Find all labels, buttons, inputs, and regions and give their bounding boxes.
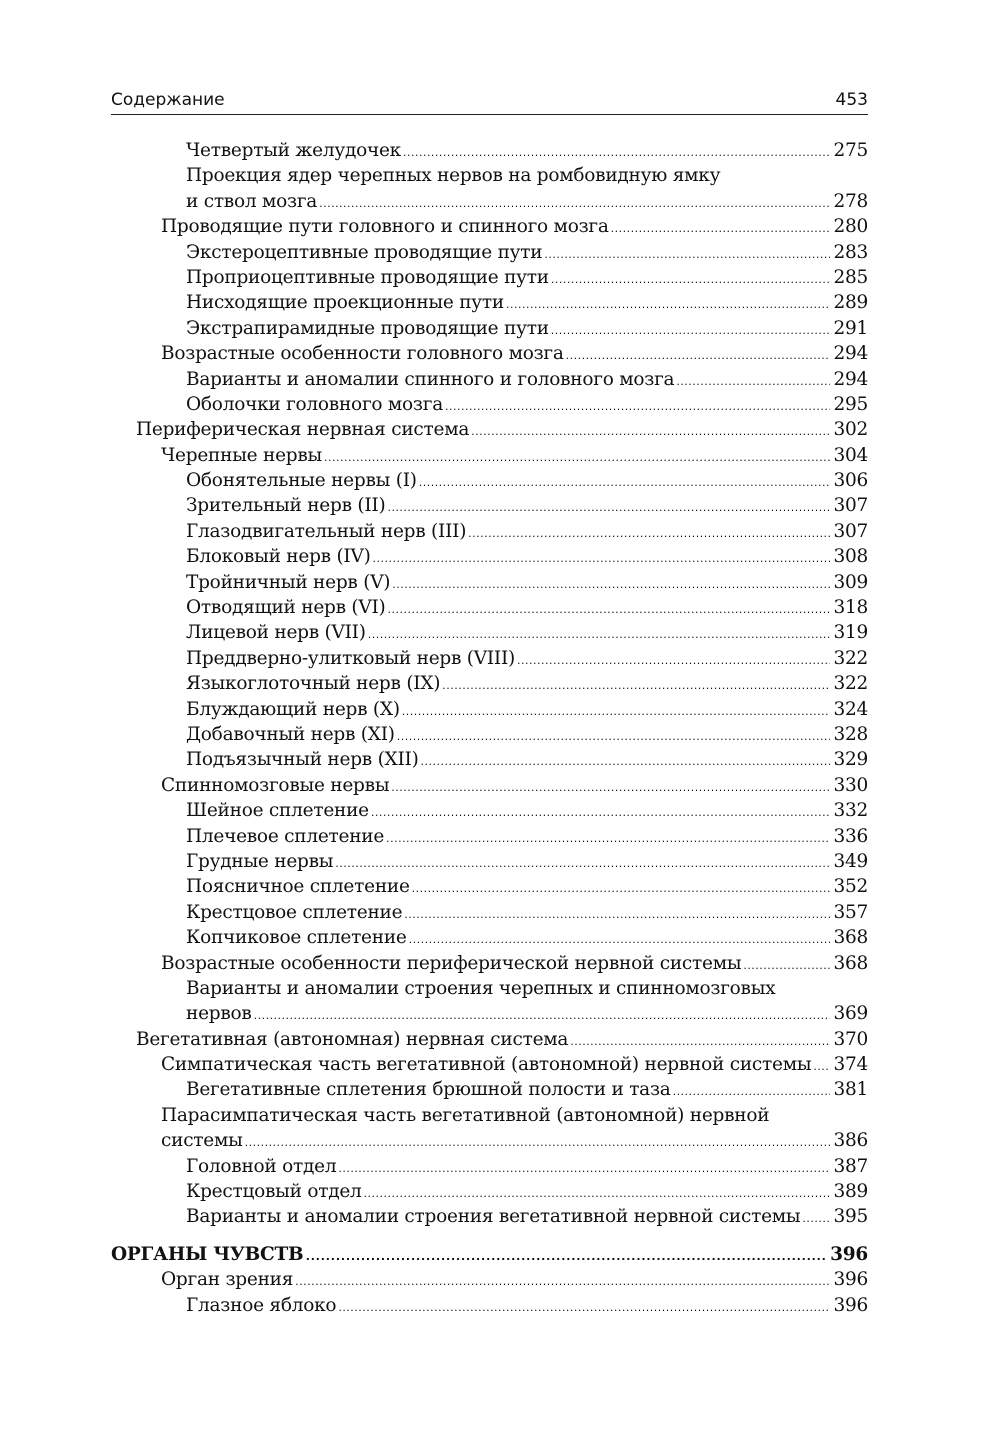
- toc-entry-page: 352: [830, 874, 868, 899]
- toc-entry-page: 330: [830, 773, 868, 798]
- toc-entry-title: Черепные нервы: [161, 444, 323, 466]
- toc-entry-page: 329: [830, 747, 868, 772]
- toc-entry-page: 308: [830, 544, 868, 569]
- table-of-contents: [111, 138, 868, 1318]
- toc-entry: [111, 1267, 868, 1292]
- toc-entry: [111, 1293, 868, 1318]
- toc-entry: [111, 468, 868, 493]
- toc-entry-title: Копчиковое сплетение: [186, 927, 407, 949]
- toc-entry: [111, 1128, 868, 1153]
- toc-entry: [111, 290, 868, 315]
- toc-entry: [111, 493, 868, 518]
- toc-entry: [111, 138, 868, 163]
- toc-entry-title: ОРГАНЫ ЧУВСТВ: [111, 1243, 304, 1265]
- toc-entry-title: Орган зрения: [161, 1269, 294, 1291]
- toc-entry-page: 349: [830, 849, 868, 874]
- toc-entry-title: Варианты и аномалии строения черепных и спинномозговых: [186, 977, 776, 999]
- toc-entry: [111, 240, 868, 265]
- toc-entry: [111, 620, 868, 645]
- toc-entry-chapter: [111, 1242, 868, 1267]
- toc-entry: [111, 1179, 868, 1204]
- toc-entry-page: 336: [830, 824, 868, 849]
- toc-entry-title: Блоковый нерв (IV): [186, 546, 371, 568]
- toc-entry: [111, 874, 868, 899]
- toc-entry-page: 370: [830, 1027, 868, 1052]
- toc-entry-page: 387: [830, 1154, 868, 1179]
- toc-entry-page: 332: [830, 798, 868, 823]
- toc-entry-title: Лицевой нерв (VII): [186, 622, 366, 644]
- toc-entry-page: 386: [830, 1128, 868, 1153]
- toc-entry-page: 295: [830, 392, 868, 417]
- toc-entry-title: Преддверно-улитковый нерв (VIII): [186, 647, 516, 669]
- toc-entry-title: Шейное сплетение: [186, 800, 369, 822]
- toc-entry: [111, 900, 868, 925]
- toc-entry-page: 328: [830, 722, 868, 747]
- toc-entry: [111, 214, 868, 239]
- toc-entry-title: Глазодвигательный нерв (III): [186, 520, 467, 542]
- toc-entry-page: 302: [830, 417, 868, 442]
- toc-entry: [111, 570, 868, 595]
- toc-entry-title: Проводящие пути головного и спинного мозга: [161, 216, 609, 238]
- toc-entry-title: Варианты и аномалии строения вегетативной нервной системы: [186, 1206, 801, 1228]
- toc-entry-title: Отводящий нерв (VI): [186, 597, 386, 619]
- toc-entry-title: Четвертый желудочек: [186, 140, 401, 161]
- toc-entry: [111, 1204, 868, 1229]
- toc-entry-title: Крестцовое сплетение: [186, 901, 403, 923]
- toc-entry: [111, 1103, 868, 1128]
- toc-entry: [111, 367, 868, 392]
- toc-entry: [111, 417, 868, 442]
- toc-entry: [111, 1001, 868, 1026]
- toc-entry-page: 322: [830, 671, 868, 696]
- toc-entry: [111, 722, 868, 747]
- toc-entry-page: 368: [830, 951, 868, 976]
- toc-entry-title: Экстрапирамидные проводящие пути: [186, 317, 549, 339]
- toc-entry-page: 309: [830, 570, 868, 595]
- toc-entry-page: 280: [830, 214, 868, 239]
- toc-entry-page: 304: [830, 443, 868, 468]
- toc-entry-title: Возрастные особенности головного мозга: [161, 343, 564, 365]
- toc-entry-page: 396: [830, 1293, 868, 1318]
- toc-entry-page: 306: [830, 468, 868, 493]
- toc-entry-page: 285: [830, 265, 868, 290]
- toc-entry: [111, 925, 868, 950]
- toc-entry: [111, 849, 868, 874]
- toc-entry-page: 294: [830, 367, 868, 392]
- toc-entry-title: Периферическая нервная система: [136, 419, 470, 441]
- toc-entry: [111, 798, 868, 823]
- toc-entry-title: Зрительный нерв (II): [186, 495, 386, 517]
- toc-entry-title: Нисходящие проекционные пути: [186, 292, 504, 314]
- toc-entry: [111, 544, 868, 569]
- toc-entry-title: системы: [161, 1130, 243, 1152]
- toc-entry-page: 319: [830, 620, 868, 645]
- toc-entry-page: 395: [830, 1204, 868, 1229]
- toc-entry-page: 318: [830, 595, 868, 620]
- toc-entry-page: 283: [830, 240, 868, 265]
- toc-entry: [111, 341, 868, 366]
- toc-entry-title: Возрастные особенности периферической нервной системы: [161, 952, 742, 974]
- toc-entry-title: Проекция ядер черепных нервов на ромбовидную ямку: [186, 165, 721, 187]
- toc-entry: [111, 1077, 868, 1102]
- toc-entry: [111, 824, 868, 849]
- toc-entry-page: 294: [830, 341, 868, 366]
- toc-entry-page: 322: [830, 646, 868, 671]
- toc-entry-title: Головной отдел: [186, 1155, 337, 1177]
- toc-entry-page: 289: [830, 290, 868, 315]
- toc-entry-title: Вегетативная (автономная) нервная система: [136, 1028, 569, 1050]
- toc-entry-page: 275: [830, 138, 868, 163]
- toc-entry-page: 396: [830, 1267, 868, 1292]
- toc-entry-page: 389: [830, 1179, 868, 1204]
- toc-entry-title: Проприоцептивные проводящие пути: [186, 266, 549, 288]
- running-header: [111, 88, 868, 115]
- toc-entry-title: Языкоглоточный нерв (IX): [186, 673, 441, 695]
- toc-entry: [111, 671, 868, 696]
- toc-entry-title: Экстероцептивные проводящие пути: [186, 241, 543, 263]
- toc-entry-page: 374: [830, 1052, 868, 1077]
- toc-entry: [111, 1154, 868, 1179]
- toc-entry: [111, 951, 868, 976]
- toc-entry-page: 381: [830, 1077, 868, 1102]
- toc-entry: [111, 265, 868, 290]
- toc-entry-page: 307: [830, 519, 868, 544]
- toc-entry-page: 278: [830, 189, 868, 214]
- toc-entry: [111, 163, 868, 188]
- toc-entry-title: Спинномозговые нервы: [161, 774, 390, 796]
- toc-entry-title: Парасимпатическая часть вегетативной (автономной) нервной: [161, 1104, 770, 1126]
- toc-entry-page: 357: [830, 900, 868, 925]
- toc-entry-title: Блуждающий нерв (X): [186, 698, 400, 720]
- toc-entry-title: Варианты и аномалии спинного и головного мозга: [186, 368, 675, 390]
- toc-entry-title: Грудные нервы: [186, 850, 334, 872]
- toc-entry: [111, 976, 868, 1001]
- toc-entry-title: Подъязычный нерв (XII): [186, 749, 419, 771]
- toc-entry: [111, 189, 868, 214]
- toc-entry: [111, 747, 868, 772]
- toc-entry-title: Плечевое сплетение: [186, 825, 385, 847]
- toc-entry-page: 368: [830, 925, 868, 950]
- toc-entry: [111, 316, 868, 341]
- toc-entry-title: и ствол мозга: [186, 190, 318, 212]
- toc-entry: [111, 595, 868, 620]
- toc-entry-page: 307: [830, 493, 868, 518]
- toc-entry-page: 324: [830, 697, 868, 722]
- toc-entry: [111, 392, 868, 417]
- toc-entry-title: Симпатическая часть вегетативной (автономной) нервной системы: [161, 1054, 812, 1076]
- toc-entry: [111, 443, 868, 468]
- header-page-number: 453: [835, 90, 868, 110]
- toc-entry-page: 396: [827, 1242, 868, 1267]
- toc-entry-title: нервов: [186, 1003, 252, 1025]
- toc-entry-title: Оболочки головного мозга: [186, 393, 443, 415]
- toc-entry-title: Крестцовый отдел: [186, 1181, 362, 1203]
- toc-entry-title: Глазное яблоко: [186, 1294, 337, 1316]
- toc-entry-title: Поясничное сплетение: [186, 876, 410, 898]
- toc-entry: [111, 697, 868, 722]
- toc-entry-title: Обонятельные нервы (I): [186, 470, 417, 492]
- toc-entry: [111, 646, 868, 671]
- header-title: Содержание: [111, 90, 225, 110]
- toc-entry: [111, 1027, 868, 1052]
- toc-entry: [111, 519, 868, 544]
- toc-entry: [111, 1052, 868, 1077]
- toc-entry-title: Вегетативные сплетения брюшной полости и таза: [186, 1079, 671, 1101]
- toc-entry-title: Добавочный нерв (XI): [186, 723, 395, 745]
- toc-entry-title: Тройничный нерв (V): [186, 571, 391, 593]
- section-gap: [111, 1230, 868, 1242]
- toc-entry-page: 369: [830, 1001, 868, 1026]
- toc-entry: [111, 773, 868, 798]
- toc-entry-page: 291: [830, 316, 868, 341]
